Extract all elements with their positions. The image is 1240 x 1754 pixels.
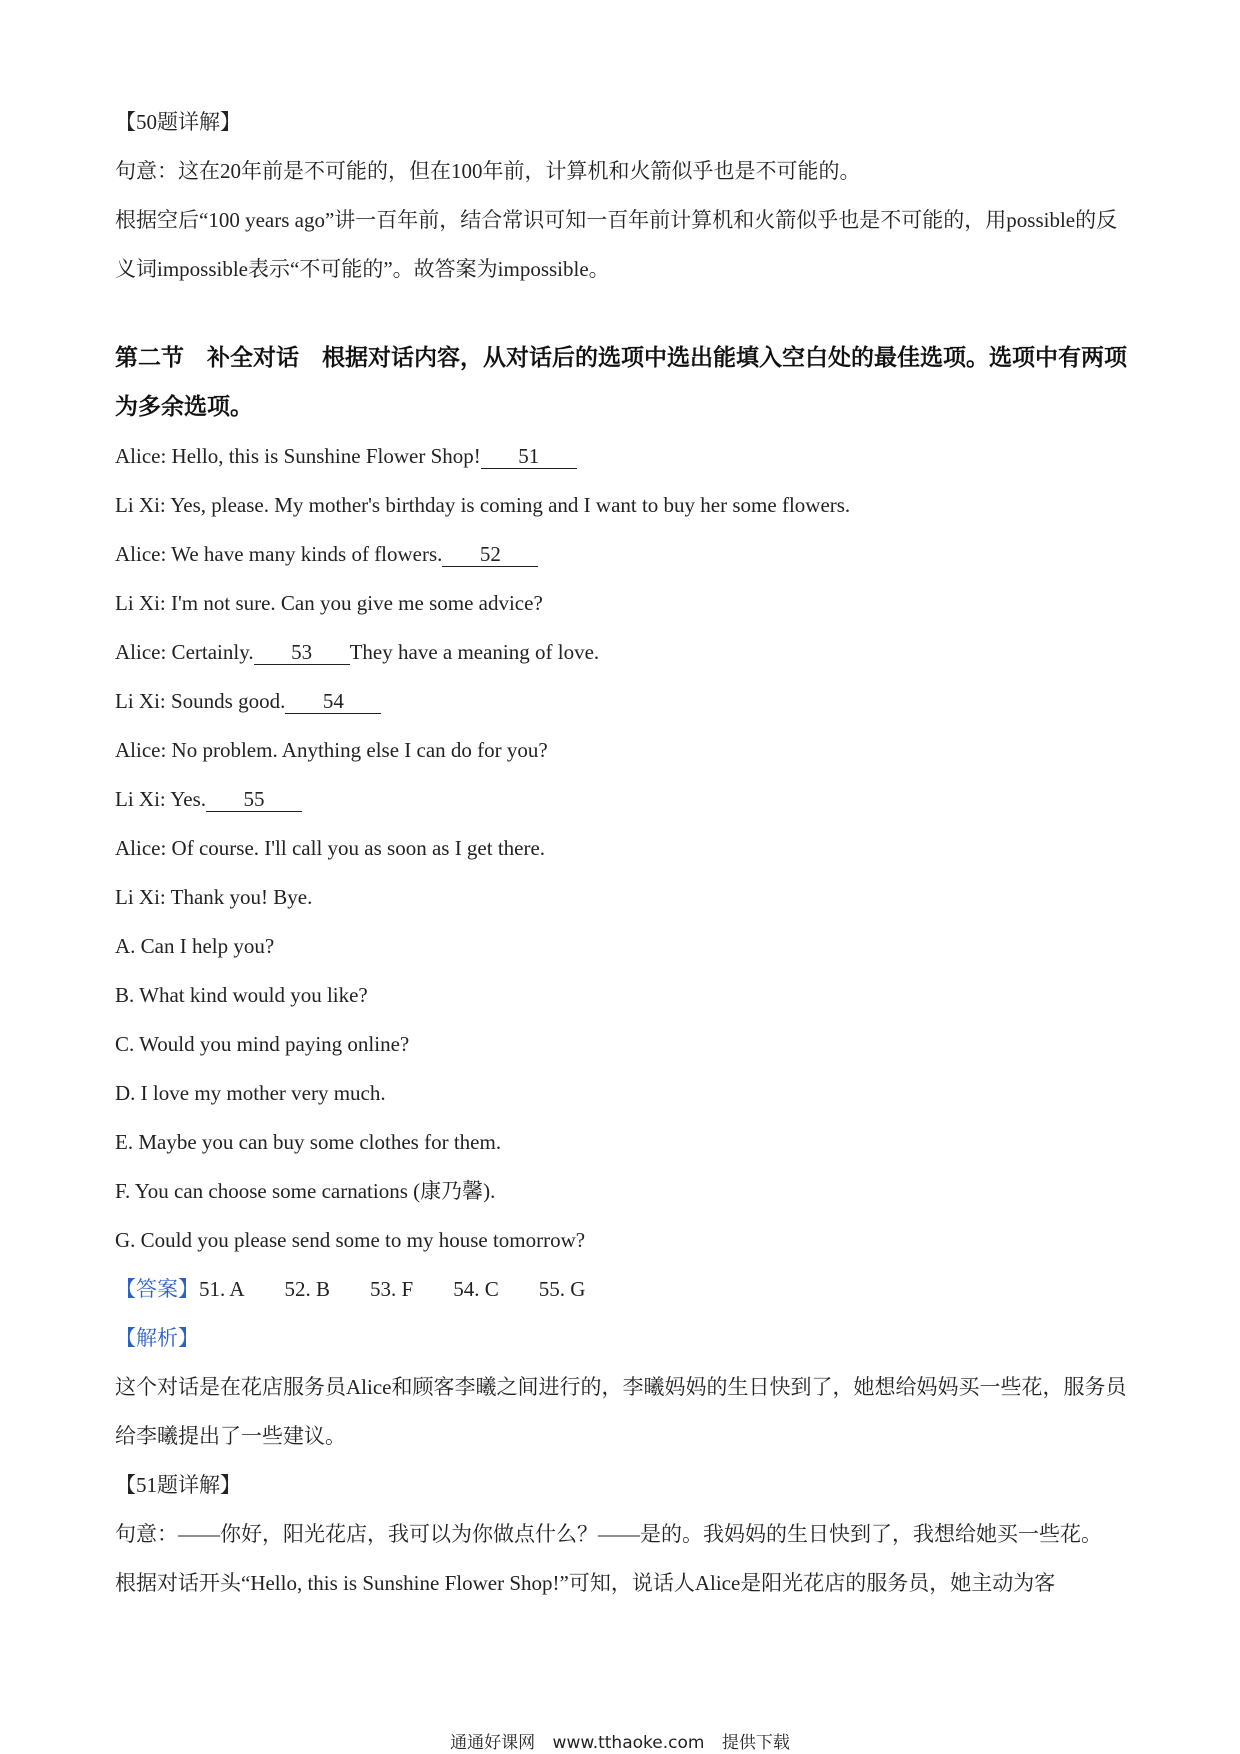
answer-label: 【答案】 <box>115 1277 199 1301</box>
option-item: E. Maybe you can buy some clothes for them. <box>115 1130 502 1154</box>
q50-explanation: 根据空后“100 years ago”讲一百年前，结合常识可知一百年前计算机和火箭似乎也是不可能的，用possible的反义词impossible表示“不可能的”。故答案为impossible。 <box>115 208 1118 281</box>
q51-title: 【51题详解】 <box>115 1473 241 1497</box>
answer-items <box>199 1277 625 1301</box>
section2-heading: 第二节 补全对话 根据对话内容，从对话后的选项中选出能填入空白处的最佳选项。选项中有两项为多余选项。 <box>115 345 1127 420</box>
dialogue-text: Li Xi: I'm not sure. Can you give me some advice? <box>115 591 543 615</box>
q51-explanation: 根据对话开头“Hello, this is Sunshine Flower Shop!”可知，说话人Alice是阳光花店的服务员，她主动为客 <box>115 1571 1056 1595</box>
option-item: B. What kind would you like? <box>115 983 368 1007</box>
footer-site-name: 通通好课网 <box>450 1733 536 1753</box>
section-gap <box>115 294 1130 334</box>
analysis-text: 这个对话是在花店服务员Alice和顾客李曦之间进行的，李曦妈妈的生日快到了，她想给妈妈买一些花，服务员给李曦提出了一些建议。 <box>115 1375 1127 1448</box>
dialogue-line <box>115 432 1130 481</box>
answer-line <box>115 1265 1130 1314</box>
dialogue-line <box>115 726 1130 775</box>
dialogue-text: Li Xi: Sounds good. <box>115 689 286 713</box>
dialogue <box>115 432 1130 922</box>
dialogue-line <box>115 873 1130 922</box>
q51-meaning: 句意：——你好，阳光花店，我可以为你做点什么？——是的。我妈妈的生日快到了，我想给她买一些花。 <box>115 1522 1102 1546</box>
dialogue-line <box>115 628 1130 677</box>
answer-blank[interactable]: 53 <box>254 640 350 665</box>
answer-blank[interactable]: 54 <box>285 689 381 714</box>
dialogue-text: Li Xi: Yes. <box>115 787 207 811</box>
footer-url[interactable]: www.tthaoke.com <box>552 1733 705 1753</box>
page-footer <box>0 1728 1240 1753</box>
dialogue-line <box>115 824 1130 873</box>
answer-blank[interactable]: 55 <box>206 787 302 812</box>
answer-item: 51. A <box>199 1277 245 1301</box>
option-item: D. I love my mother very much. <box>115 1081 386 1105</box>
analysis-label: 【解析】 <box>115 1326 199 1350</box>
dialogue-text: Alice: Certainly. <box>115 640 254 664</box>
answer-item: 55. G <box>538 1277 586 1301</box>
dialogue-line <box>115 481 1130 530</box>
dialogue-text-after: They have a meaning of love. <box>349 640 600 664</box>
q50-meaning: 句意：这在20年前是不可能的，但在100年前，计算机和火箭似乎也是不可能的。 <box>115 159 861 183</box>
footer-note: 提供下载 <box>721 1733 790 1753</box>
dialogue-line <box>115 775 1130 824</box>
answer-item: 53. F <box>370 1277 414 1301</box>
option-item: A. Can I help you? <box>115 934 275 958</box>
option-item: G. Could you please send some to my house tomorrow? <box>115 1228 586 1252</box>
answer-blank[interactable]: 51 <box>481 444 577 469</box>
option-item: C. Would you mind paying online? <box>115 1032 410 1056</box>
dialogue-text: Alice: Hello, this is Sunshine Flower Shop! <box>115 444 481 468</box>
dialogue-text: Alice: No problem. Anything else I can do for you? <box>115 738 548 762</box>
page-content <box>115 98 1130 1608</box>
dialogue-text: Alice: We have many kinds of flowers. <box>115 542 443 566</box>
option-item: F. You can choose some carnations (康乃馨). <box>115 1179 496 1203</box>
answer-item: 54. C <box>453 1277 499 1301</box>
options-list <box>115 922 1130 1265</box>
dialogue-text: Li Xi: Yes, please. My mother's birthday is coming and I want to buy her some flowers. <box>115 493 851 517</box>
q50-title: 【50题详解】 <box>115 110 241 134</box>
dialogue-text: Alice: Of course. I'll call you as soon as I get there. <box>115 836 546 860</box>
dialogue-text: Li Xi: Thank you! Bye. <box>115 885 313 909</box>
dialogue-line <box>115 579 1130 628</box>
answer-blank[interactable]: 52 <box>442 542 538 567</box>
answer-item: 52. B <box>284 1277 331 1301</box>
dialogue-line <box>115 530 1130 579</box>
dialogue-line <box>115 677 1130 726</box>
